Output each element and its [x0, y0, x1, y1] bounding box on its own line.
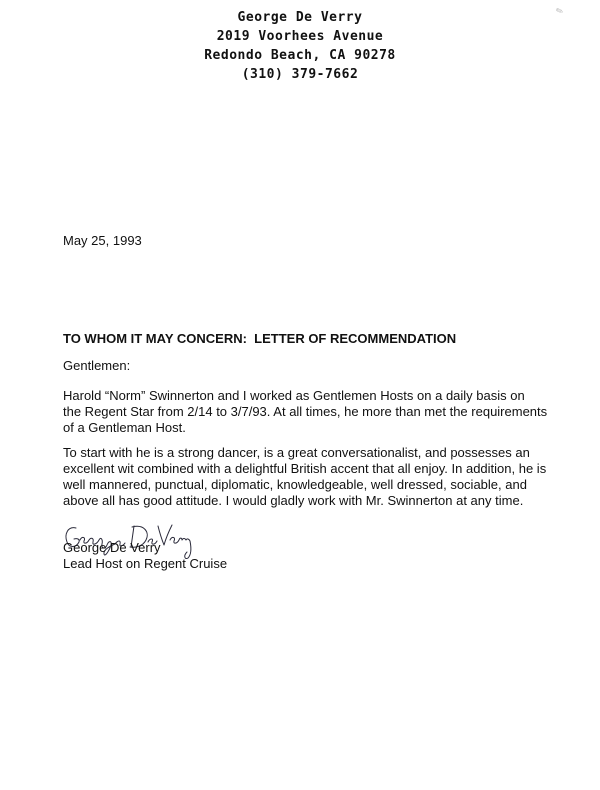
letter-date: May 25, 1993 — [63, 233, 142, 248]
letter-subject: TO WHOM IT MAY CONCERN: LETTER OF RECOMMENDATION — [63, 331, 457, 346]
letterhead-city: Redondo Beach, CA 90278 — [204, 48, 396, 63]
letterhead-name: George De Verry — [237, 10, 363, 25]
letterhead-phone: (310) 379-7662 — [241, 67, 359, 82]
paragraph-line: To start with he is a strong dancer, is a great conversationalist, and possesses an — [63, 445, 530, 460]
paragraph-line: Harold “Norm” Swinnerton and I worked as Gentlemen Hosts on a daily basis on — [63, 388, 525, 403]
paragraph-line: well mannered, punctual, diplomatic, knowledgeable, well dressed, sociable, and — [63, 477, 527, 492]
paragraph-line: of a Gentleman Host. — [63, 420, 186, 435]
letterhead — [0, 8, 600, 84]
signer-name: George De Verry — [63, 540, 161, 555]
body-paragraph-2 — [63, 445, 547, 509]
letterhead-street: 2019 Voorhees Avenue — [216, 29, 384, 44]
salutation: Gentlemen: — [63, 358, 131, 373]
signer-title: Lead Host on Regent Cruise — [63, 556, 228, 571]
body-paragraph-1 — [63, 388, 548, 436]
paragraph-line: above all has good attitude. I would gladly work with Mr. Swinnerton at any time. — [63, 493, 524, 508]
paragraph-line: excellent wit combined with a delightful British accent that all enjoy. In addition, he is — [63, 461, 547, 476]
corner-mark-icon: ✎ — [554, 5, 566, 18]
paragraph-line: the Regent Star from 2/14 to 3/7/93. At all times, he more than met the requirements — [63, 404, 548, 419]
